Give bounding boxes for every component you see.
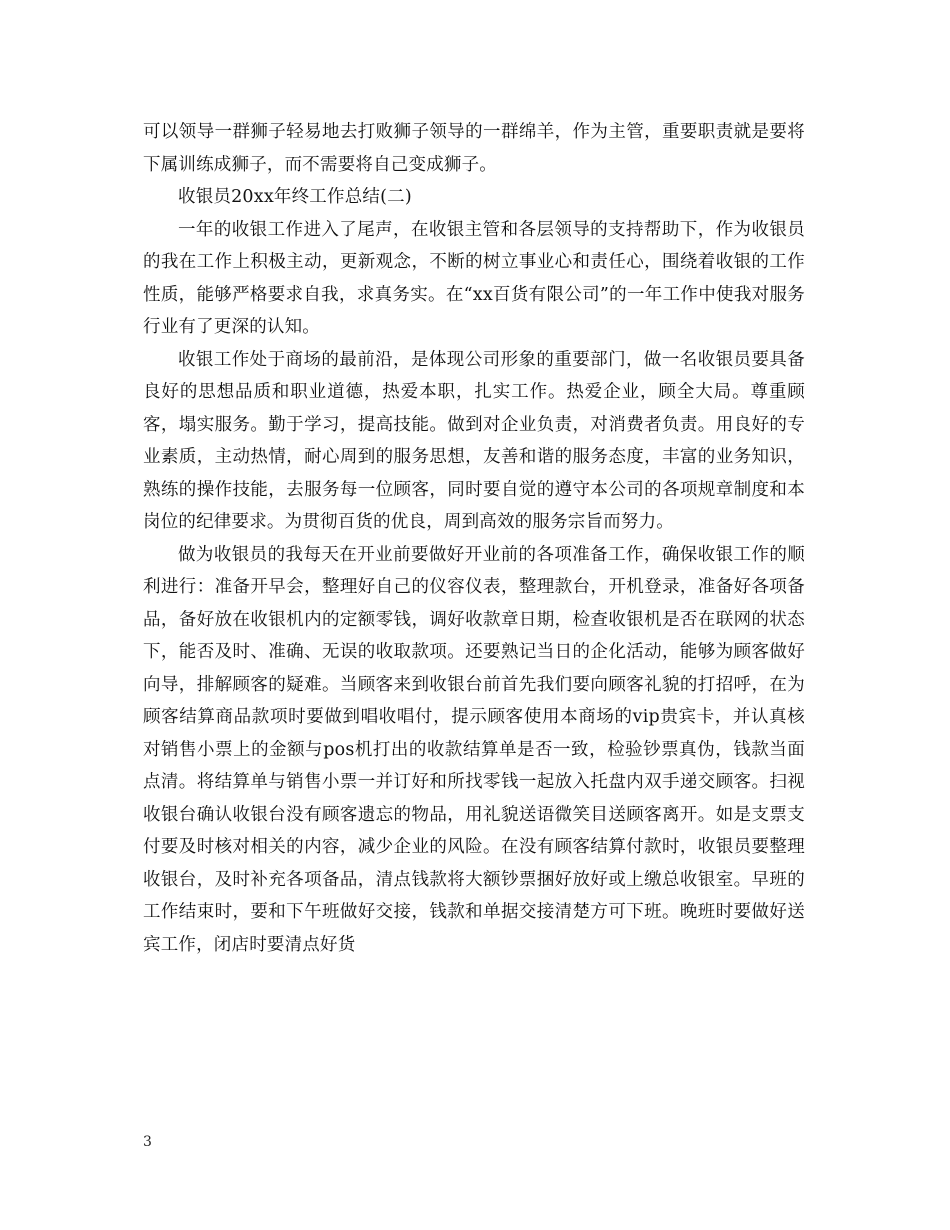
paragraph-1: 可以领导一群狮子轻易地去打败狮子领导的一群绵羊，作为主管，重要职责就是要将下属训练成狮子，而不需要将自己变成狮子。 [143,122,805,175]
paragraph-5: 做为收银员的我每天在开业前要做好开业前的各项准备工作，确保收银工作的顺利进行：准备开早会，整理好自己的仪容仪表，整理款台，开机登录，准备好各项备品，备好放在收银机内的定额零钱，调好收款章日期，检查收银机是否在联网的状态下，能否及时、准确、无误的收取款项。还要熟记当日的企化活动，能够为顾客做好向导，排解顾客的疑难。当顾客来到收银台前首先我们要向顾客礼貌的打招呼，在为顾客结算商品款项时要做到唱收唱付，提示顾客使用本商场的vip贵宾卡，并认真核对销售小票上的金额与pos机打出的收款结算单是否一致，检验钞票真伪，钱款当面点清。将结算单与销售小票一并订好和所找零钱一起放入托盘内双手递交顾客。扫视收银台确认收银台没有顾客遗忘的物品，用礼貌送语微笑目送顾客离开。如是支票支付要及时核对相关的内容，减少企业的风险。在没有顾客结算付款时，收银员要整理收银台，及时补充各项备品，清点钱款将大额钞票捆好放好或上缴总收银室。早班的工作结束时，要和下午班做好交接，钱款和单据交接清楚方可下班。晚班时要做好送宾工作，闭店时要清点好货 [143,544,805,955]
section-heading: 收银员20xx年终工作总结(二) [178,187,412,207]
paragraph-3: 一年的收银工作进入了尾声，在收银主管和各层领导的支持帮助下，作为收银员的我在工作上积极主动，更新观念，不断的树立事业心和责任心，围绕着收银的工作性质，能够严格要求自我，求真务实。在“xx百货有限公司”的一年工作中使我对服务行业有了更深的认知。 [143,219,805,337]
document-body [143,116,805,961]
paragraph-4: 收银工作处于商场的最前沿，是体现公司形象的重要部门，做一名收银员要具备良好的思想品质和职业道德，热爱本职，扎实工作。热爱企业，顾全大局。尊重顾客，塌实服务。勤于学习，提高技能。做到对企业负责，对消费者负责。用良好的专业素质，主动热情，耐心周到的服务思想，友善和谐的服务态度，丰富的业务知识，熟练的操作技能，去服务每一位顾客，同时要自觉的遵守本公司的各项规章制度和本岗位的纪律要求。为贯彻百货的优良，周到高效的服务宗旨而努力。 [143,349,805,532]
page-number: 3 [143,1134,152,1150]
